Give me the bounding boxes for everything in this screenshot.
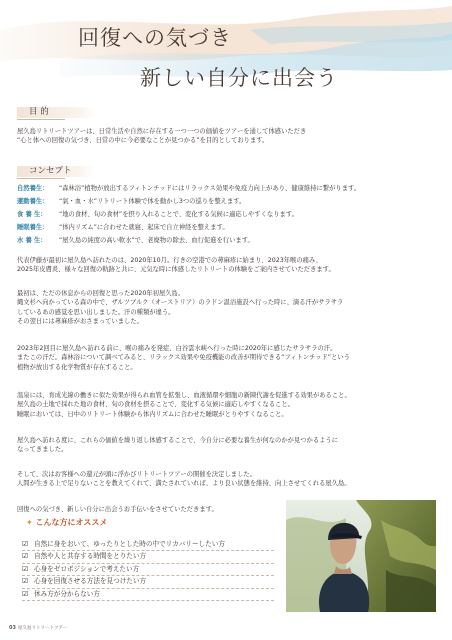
body-line: 回復への気づき、新しい自分に出会うお手伝いをさせていただきます。 xyxy=(17,506,218,513)
footer-label: 屋久島リトリートツアー xyxy=(17,626,68,631)
body-paragraph-6 xyxy=(17,470,437,489)
concept-heading-rule xyxy=(17,178,65,179)
concept-text: “地の食材、旬の食材”を摂り入れることで、変化する気候に適応しやすくなります。 xyxy=(59,211,298,218)
page-number: 03 xyxy=(9,625,16,631)
body-line: しているあの感覚を思い出しました。汗の種類が違う。 xyxy=(17,308,175,316)
body-line: 植物が放出する化学物質が存在すること。 xyxy=(17,363,137,371)
body-line: 2025年皮膚炎、様々な回復の軌跡と共に、元気な時に体感したリトリートの体験をご案内させていただきます。 xyxy=(17,266,335,274)
concept-heading: コンセプト xyxy=(17,166,95,177)
forest-portrait-photo xyxy=(286,500,436,612)
checkbox-icon: ☑ xyxy=(22,589,29,598)
body-line: 人間が生きる上で足りないことを教えてくれて、満たされていれば、より良い状態を維持、向上させてくれる屋久島。 xyxy=(17,480,351,488)
purpose-line: 屋久島リトリートツアーは、日常生活や自然に存在する一つ一つの価値をツアーを通して体感いただき xyxy=(17,128,307,135)
portrait-illustration xyxy=(286,500,436,612)
concept-text: “体内リズム”に合わせた就寝、起床で自立神経を整えます。 xyxy=(59,224,229,231)
page-footer xyxy=(9,625,67,631)
recommend-item xyxy=(22,539,274,551)
concept-item xyxy=(17,210,298,219)
body-line: なってきました。 xyxy=(17,446,68,454)
recommend-item-text: 心身を回復させる方法を見つけたい方 xyxy=(34,577,147,586)
body-paragraph-1 xyxy=(17,256,437,275)
body-paragraph-3 xyxy=(17,344,437,372)
concept-text: “氣・血・水”リトリート体験で体を動かし3つの巡りを整えます。 xyxy=(59,198,246,205)
checkbox-icon: ☑ xyxy=(22,540,29,548)
recommend-item xyxy=(22,576,274,588)
concept-item xyxy=(17,236,254,245)
concept-text: “屋久島の純度の高い軟水”で、老廃物の除去、血行促進を行います。 xyxy=(59,237,254,244)
body-line: 縄文杉へ向かっている森の中で、ザルツブルク（オーストリア）のラドン温浴施設へ行った時に、滴る汗がサラサラ xyxy=(17,299,344,307)
checkbox-icon: ☑ xyxy=(22,552,29,561)
sparkle-icon: ✦ xyxy=(26,518,36,527)
body-line: 代表伊藤が最初に屋久島へ訪れたのは、2020年10月。行きの空港での蕁麻疹に始まり、2023年喉の痛み、 xyxy=(17,257,322,264)
page-title-line2: 新しい自分に出会う xyxy=(140,66,338,90)
recommend-item-text: 自然に身をおいて、ゆったりとした時の中でリカバリーしたい方 xyxy=(34,540,225,548)
body-line: 屋久島へ訪れる度に、これらの価値を繰り返し体感することで、今自分に必要な養生が何なのかが見つかるように xyxy=(17,437,339,444)
recommend-list xyxy=(22,539,274,601)
checkbox-icon: ☑ xyxy=(22,564,29,573)
body-line: またこの汗だ。森林浴について調べてみると、リラックス効果や免疫機能の改善が期待できる“フィトンチッド”という xyxy=(17,354,350,362)
body-line: そして、次はお客様への還元が頭に浮かびリトリートツアーの開催を決定しました。 xyxy=(17,471,256,478)
body-paragraph-7 xyxy=(17,505,277,514)
recommend-item-text: 自然や人と共存する時間をとりたい方 xyxy=(34,552,147,561)
body-line: 2023年2回目に屋久島へ訪れる前に、喉の痛みを発症、白谷雲水峡へ行った時に2020年に感じたサラサラの汗。 xyxy=(17,345,337,352)
header-watercolor-banner xyxy=(0,0,452,100)
page-title-line1: 回復への気づき xyxy=(78,26,232,50)
recommend-title-text: こんな方にオススメ xyxy=(35,518,108,527)
recommend-item-text: 休み方が分からない方 xyxy=(34,589,100,598)
concept-item xyxy=(17,197,245,206)
concept-key: 自然養生： xyxy=(17,185,49,192)
recommend-item xyxy=(22,551,274,563)
purpose-heading-rule xyxy=(17,119,65,120)
concept-text: “森林浴”植物が放出するフィトンチッドにはリラックス効果や免疫力向上があり、健康維持に繋がります。 xyxy=(59,185,361,192)
body-line: 温泉には、育成光線の働きに似た効果が得られ血管を拡張し、血液循環や細胞の新陳代謝を促進する効果があること。 xyxy=(17,392,351,399)
recommend-item xyxy=(22,589,274,601)
body-paragraph-5 xyxy=(17,436,437,455)
concept-item xyxy=(17,223,229,232)
purpose-paragraph xyxy=(17,127,437,146)
recommend-item xyxy=(22,564,274,576)
concept-key: 睡眠養生： xyxy=(17,224,49,231)
purpose-heading: 目 的 xyxy=(17,107,95,118)
body-line: 屋久島の土地で採れた地の食材、旬の食材を摂ることで、変化する気候に適応しやすくなること。 xyxy=(17,401,294,409)
body-line: 最初は、ただの休息からの回復と思った2020年初屋久島。 xyxy=(17,290,185,297)
purpose-line: “心と体への回復の気づき、日常の中に今必要なことが見つかる”を目的としております。 xyxy=(17,137,269,145)
body-paragraph-2 xyxy=(17,289,437,326)
concept-item xyxy=(17,184,360,193)
recommend-title xyxy=(26,517,107,528)
concept-key: 運動養生： xyxy=(17,198,49,205)
concept-key: 食 養 生： xyxy=(17,211,47,218)
body-line: 睡眠においては、日中のリトリート体験から体内リズムに合わせた睡眠がとりやすくなること。 xyxy=(17,410,288,418)
body-line: その翌日には蕁麻疹がおさまっていました。 xyxy=(17,317,143,325)
recommend-item-text: 心身をゼロポジションで考えたい方 xyxy=(34,564,140,573)
concept-key: 水 養 生： xyxy=(17,237,47,244)
body-paragraph-4 xyxy=(17,391,437,419)
checkbox-icon: ☑ xyxy=(22,577,29,586)
